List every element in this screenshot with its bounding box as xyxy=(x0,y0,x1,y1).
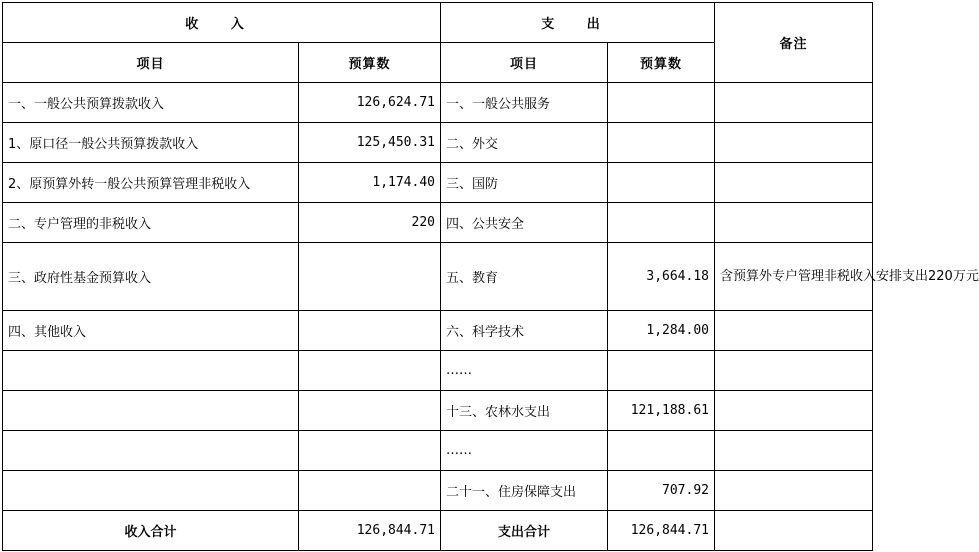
expense-item-header: 项目 xyxy=(441,43,608,83)
income-amount: 220 xyxy=(299,203,441,243)
remark-cell xyxy=(715,391,873,431)
remark-cell: 含预算外专户管理非税收入安排支出220万元 xyxy=(715,243,873,311)
income-budget-header: 预算数 xyxy=(299,43,441,83)
expense-item: 五、教育 xyxy=(441,243,608,311)
expense-item: 六、科学技术 xyxy=(441,311,608,351)
income-amount xyxy=(299,311,441,351)
expense-item: 二十一、住房保障支出 xyxy=(441,471,608,511)
table-row xyxy=(3,203,873,243)
remark-cell xyxy=(715,311,873,351)
income-item xyxy=(3,471,299,511)
income-amount xyxy=(299,431,441,471)
expense-item: 二、外交 xyxy=(441,123,608,163)
expense-item: …… xyxy=(441,431,608,471)
table-row xyxy=(3,311,873,351)
income-amount xyxy=(299,391,441,431)
expense-amount: 121,188.61 xyxy=(608,391,715,431)
expense-item: 三、国防 xyxy=(441,163,608,203)
income-item: 1、原口径一般公共预算拨款收入 xyxy=(3,123,299,163)
remark-cell xyxy=(715,351,873,391)
table-row xyxy=(3,351,873,391)
income-item: 二、专户管理的非税收入 xyxy=(3,203,299,243)
table-row xyxy=(3,83,873,123)
total-remark-cell xyxy=(715,511,873,551)
expense-item: 一、一般公共服务 xyxy=(441,83,608,123)
income-amount xyxy=(299,243,441,311)
income-amount: 125,450.31 xyxy=(299,123,441,163)
section-header-row xyxy=(3,3,873,43)
income-amount: 1,174.40 xyxy=(299,163,441,203)
table-row xyxy=(3,123,873,163)
expense-amount xyxy=(608,83,715,123)
table-row xyxy=(3,471,873,511)
table-row xyxy=(3,243,873,311)
income-item xyxy=(3,431,299,471)
expense-budget-header: 预算数 xyxy=(608,43,715,83)
expense-amount: 3,664.18 xyxy=(608,243,715,311)
income-amount xyxy=(299,351,441,391)
income-section-header: 收 入 xyxy=(3,3,441,43)
expense-amount xyxy=(608,351,715,391)
expense-amount: 1,284.00 xyxy=(608,311,715,351)
remark-cell xyxy=(715,83,873,123)
remark-cell xyxy=(715,123,873,163)
table-row xyxy=(3,431,873,471)
expense-total-amount: 126,844.71 xyxy=(608,511,715,551)
income-item: 四、其他收入 xyxy=(3,311,299,351)
expense-amount: 707.92 xyxy=(608,471,715,511)
table-row xyxy=(3,163,873,203)
remark-cell xyxy=(715,203,873,243)
remark-cell xyxy=(715,471,873,511)
totals-row xyxy=(3,511,873,551)
income-item: 2、原预算外转一般公共预算管理非税收入 xyxy=(3,163,299,203)
expense-total-label: 支出合计 xyxy=(441,511,608,551)
income-total-label: 收入合计 xyxy=(3,511,299,551)
income-item xyxy=(3,391,299,431)
expense-amount xyxy=(608,163,715,203)
remark-cell xyxy=(715,431,873,471)
expense-amount xyxy=(608,123,715,163)
income-item: 三、政府性基金预算收入 xyxy=(3,243,299,311)
expense-item: 十三、农林水支出 xyxy=(441,391,608,431)
expense-amount xyxy=(608,431,715,471)
income-amount: 126,624.71 xyxy=(299,83,441,123)
income-item: 一、一般公共预算拨款收入 xyxy=(3,83,299,123)
income-amount xyxy=(299,471,441,511)
income-item xyxy=(3,351,299,391)
expense-item: 四、公共安全 xyxy=(441,203,608,243)
budget-table xyxy=(2,2,979,551)
table-row xyxy=(3,391,873,431)
remark-cell xyxy=(715,163,873,203)
expense-section-header: 支 出 xyxy=(441,3,715,43)
remark-header: 备注 xyxy=(715,3,873,83)
income-item-header: 项目 xyxy=(3,43,299,83)
income-total-amount: 126,844.71 xyxy=(299,511,441,551)
expense-amount xyxy=(608,203,715,243)
expense-item: …… xyxy=(441,351,608,391)
